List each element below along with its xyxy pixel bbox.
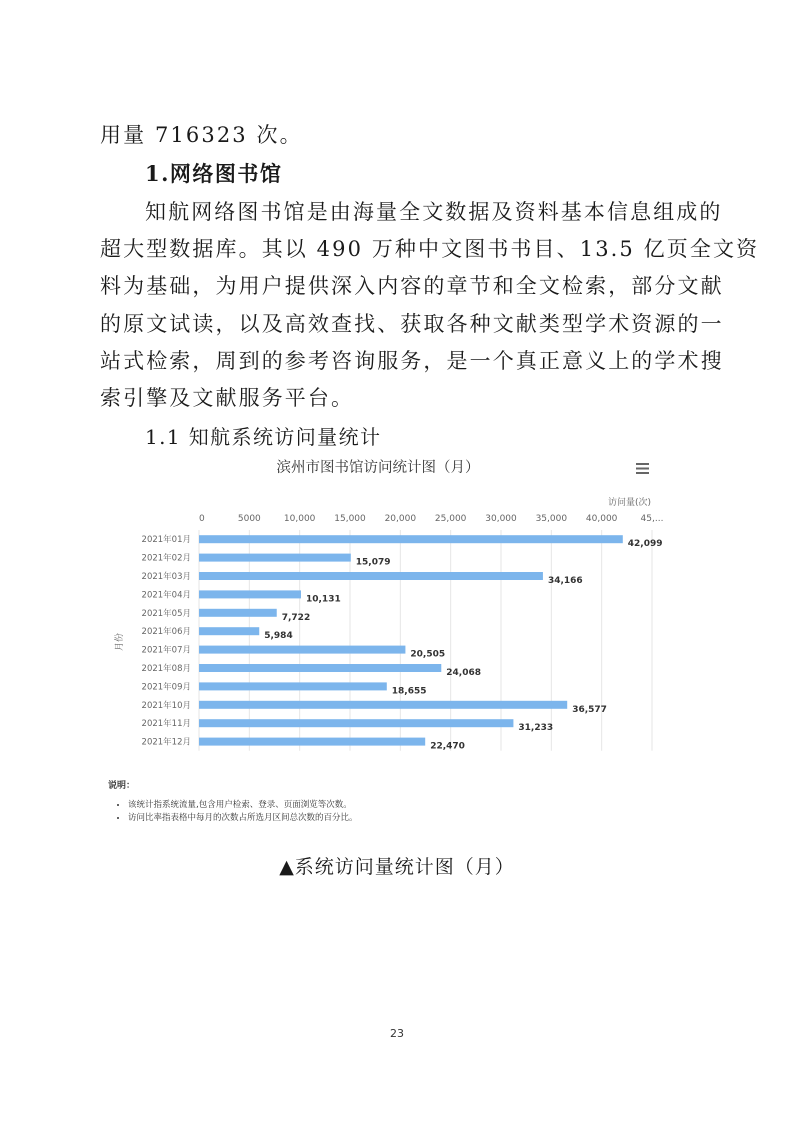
bar[interactable]	[199, 664, 441, 672]
bar[interactable]	[199, 719, 513, 727]
bar[interactable]	[199, 572, 543, 580]
category-label: 2021年02月	[141, 553, 191, 564]
page-number: 23	[390, 1027, 404, 1040]
chart-svg	[104, 450, 684, 760]
category-label: 2021年07月	[141, 645, 191, 656]
bar[interactable]	[199, 646, 405, 654]
subsection-heading-visit-stats: 1.1 知航系统访问量统计	[145, 425, 382, 449]
chart-title: 滨州市图书馆访问统计图（月）	[276, 460, 480, 476]
bar[interactable]	[199, 701, 567, 709]
visit-statistics-chart	[104, 450, 684, 760]
category-label: 2021年06月	[141, 627, 191, 638]
category-label: 2021年11月	[141, 719, 191, 730]
category-label: 2021年03月	[141, 572, 191, 582]
data-label: 24,068	[446, 668, 482, 678]
data-label: 31,233	[518, 723, 554, 734]
bar[interactable]	[199, 554, 351, 562]
section-heading-network-library: 1.网络图书馆	[145, 161, 283, 186]
figure-caption: ▲系统访问量统计图（月）	[279, 856, 515, 878]
y-axis-title: 月份	[115, 632, 125, 652]
x-tick-label: 20,000	[384, 514, 417, 524]
data-label: 20,505	[410, 649, 446, 660]
x-tick-label: 40,000	[585, 514, 618, 524]
x-tick-label: 30,000	[485, 514, 517, 524]
data-label: 15,079	[355, 557, 391, 568]
data-label: 5,984	[264, 631, 293, 642]
paragraph-line: 站式检索，周到的参考咨询服务，是一个真正意义上的学术搜	[100, 349, 724, 373]
paragraph-line: 的原文试读，以及高效查找、获取各种文献类型学术资源的一	[100, 312, 724, 336]
bar[interactable]	[199, 609, 277, 617]
x-tick-label: 15,000	[334, 514, 366, 524]
data-label: 18,655	[391, 686, 427, 697]
data-label: 34,166	[547, 576, 583, 586]
notes-item: • 访问比率指表格中每月的次数占所选月区间总次数的百分比。	[128, 812, 358, 825]
category-label: 2021年05月	[141, 608, 191, 619]
paragraph-line: 知航网络图书馆是由海量全文数据及资料基本信息组成的	[145, 200, 723, 224]
category-label: 2021年01月	[141, 535, 191, 546]
chart-notes	[108, 778, 358, 825]
x-tick-label: 0	[199, 514, 205, 524]
data-label: 36,577	[572, 704, 607, 715]
notes-title: 说明：	[108, 781, 136, 791]
bar[interactable]	[199, 535, 623, 543]
body-line-top: 用量 716323 次。	[100, 123, 303, 147]
category-label: 2021年08月	[141, 664, 191, 674]
x-tick-label: 5000	[237, 514, 261, 524]
x-tick-label: 10,000	[283, 514, 316, 524]
category-label: 2021年09月	[141, 682, 191, 693]
data-label: 10,131	[305, 594, 341, 605]
paragraph-line: 料为基础，为用户提供深入内容的章节和全文检索，部分文献	[100, 274, 724, 298]
hamburger-menu-icon[interactable]	[636, 463, 649, 474]
x-tick-label: 35,000	[535, 514, 568, 524]
x-axis-title: 访问量(次)	[607, 498, 651, 508]
bar[interactable]	[199, 682, 387, 690]
category-label: 2021年10月	[141, 700, 191, 711]
bar[interactable]	[199, 627, 259, 635]
data-label: 22,470	[430, 741, 465, 752]
notes-list	[108, 799, 358, 825]
x-tick-label: 25,000	[434, 514, 467, 524]
data-label: 7,722	[281, 612, 311, 623]
notes-item: • 该统计指系统流量,包含用户检索、登录、页面浏览等次数。	[128, 799, 358, 812]
bar[interactable]	[199, 590, 301, 598]
category-label: 2021年04月	[141, 590, 191, 601]
paragraph-line: 超大型数据库。其以 490 万种中文图书书目、13.5 亿页全文资	[100, 237, 760, 261]
category-label: 2021年12月	[141, 737, 191, 748]
bar[interactable]	[199, 738, 425, 746]
paragraph-line: 索引擎及文献服务平台。	[100, 386, 355, 410]
x-tick-label: 45,...	[640, 514, 664, 524]
data-label: 42,099	[627, 539, 663, 550]
